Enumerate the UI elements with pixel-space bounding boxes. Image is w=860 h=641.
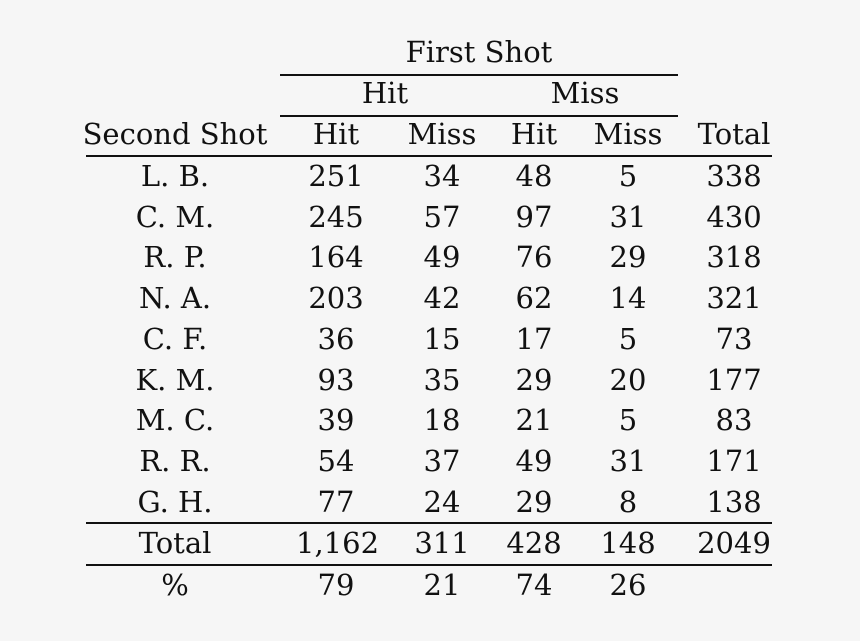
cell-name: C. F.: [142, 322, 208, 356]
cell-total: 83: [715, 403, 753, 437]
rule-before-percent: [86, 564, 772, 566]
cell-hit-miss: 21: [423, 568, 461, 602]
cell-total: 318: [706, 240, 762, 274]
cell-hit-hit: 54: [317, 444, 355, 478]
cell-miss-miss: 20: [609, 363, 647, 397]
cell-total: 171: [706, 444, 762, 478]
cell-miss-miss: 29: [609, 240, 647, 274]
header-first-shot: First Shot: [405, 35, 553, 69]
cell-miss-miss: 5: [618, 403, 638, 437]
header-col-miss-miss: Miss: [593, 117, 663, 151]
header-col-hit-miss: Miss: [407, 117, 477, 151]
cell-hit-miss: 37: [423, 444, 461, 478]
cell-name: K. M.: [135, 363, 215, 397]
cell-total: 138: [706, 485, 762, 519]
cell-hit-hit: 77: [317, 485, 355, 519]
cell-miss-miss: 5: [618, 159, 638, 193]
cell-miss-miss: 148: [600, 526, 656, 560]
cell-hit-hit: 93: [317, 363, 355, 397]
cell-miss-hit: 74: [515, 568, 553, 602]
cell-miss-miss: 31: [609, 200, 647, 234]
cell-miss-hit: 97: [515, 200, 553, 234]
cell-total: 321: [706, 281, 762, 315]
cell-hit-miss: 311: [414, 526, 470, 560]
header-col-miss-hit: Hit: [510, 117, 558, 151]
cell-hit-hit: 1,162: [296, 526, 380, 560]
cell-miss-hit: 29: [515, 485, 553, 519]
cell-name: M. C.: [135, 403, 215, 437]
header-second-shot: Second Shot: [82, 117, 268, 151]
header-col-hit-hit: Hit: [312, 117, 360, 151]
cell-miss-miss: 31: [609, 444, 647, 478]
cell-miss-hit: 49: [515, 444, 553, 478]
cell-miss-hit: 428: [506, 526, 562, 560]
cell-hit-hit: 251: [308, 159, 364, 193]
cell-name: G. H.: [137, 485, 213, 519]
cell-name: N. A.: [138, 281, 212, 315]
cell-hit-miss: 35: [423, 363, 461, 397]
cell-name: R. R.: [139, 444, 211, 478]
cell-total: 177: [706, 363, 762, 397]
cell-miss-hit: 17: [515, 322, 553, 356]
cell-name: C. M.: [135, 200, 215, 234]
cell-hit-miss: 34: [423, 159, 461, 193]
cell-hit-miss: 24: [423, 485, 461, 519]
cell-miss-hit: 76: [515, 240, 553, 274]
cell-hit-hit: 245: [308, 200, 364, 234]
rule-before-total: [86, 522, 772, 524]
cell-hit-hit: 79: [317, 568, 355, 602]
cell-miss-miss: 8: [618, 485, 638, 519]
cell-miss-miss: 14: [609, 281, 647, 315]
cell-total: 73: [715, 322, 753, 356]
cell-hit-miss: 18: [423, 403, 461, 437]
cell-name: R. P.: [143, 240, 207, 274]
cell-hit-hit: 39: [317, 403, 355, 437]
cell-miss-hit: 29: [515, 363, 553, 397]
cell-name: Total: [138, 526, 212, 560]
cell-hit-miss: 42: [423, 281, 461, 315]
header-hit-group: Hit: [361, 76, 409, 110]
cell-total: 338: [706, 159, 762, 193]
header-col-total: Total: [697, 117, 771, 151]
cell-hit-miss: 57: [423, 200, 461, 234]
cell-miss-miss: 26: [609, 568, 647, 602]
cell-hit-hit: 164: [308, 240, 364, 274]
cell-total: 2049: [697, 526, 771, 560]
cell-miss-hit: 62: [515, 281, 553, 315]
cell-hit-hit: 203: [308, 281, 364, 315]
cell-hit-miss: 49: [423, 240, 461, 274]
cell-miss-hit: 21: [515, 403, 553, 437]
cell-total: 430: [706, 200, 762, 234]
cell-hit-miss: 15: [423, 322, 461, 356]
cell-miss-miss: 5: [618, 322, 638, 356]
cell-total: [690, 565, 778, 605]
cell-name: %: [161, 568, 189, 602]
cell-name: L. B.: [140, 159, 210, 193]
cell-miss-hit: 48: [515, 159, 553, 193]
header-miss-group: Miss: [550, 76, 620, 110]
cell-hit-hit: 36: [317, 322, 355, 356]
